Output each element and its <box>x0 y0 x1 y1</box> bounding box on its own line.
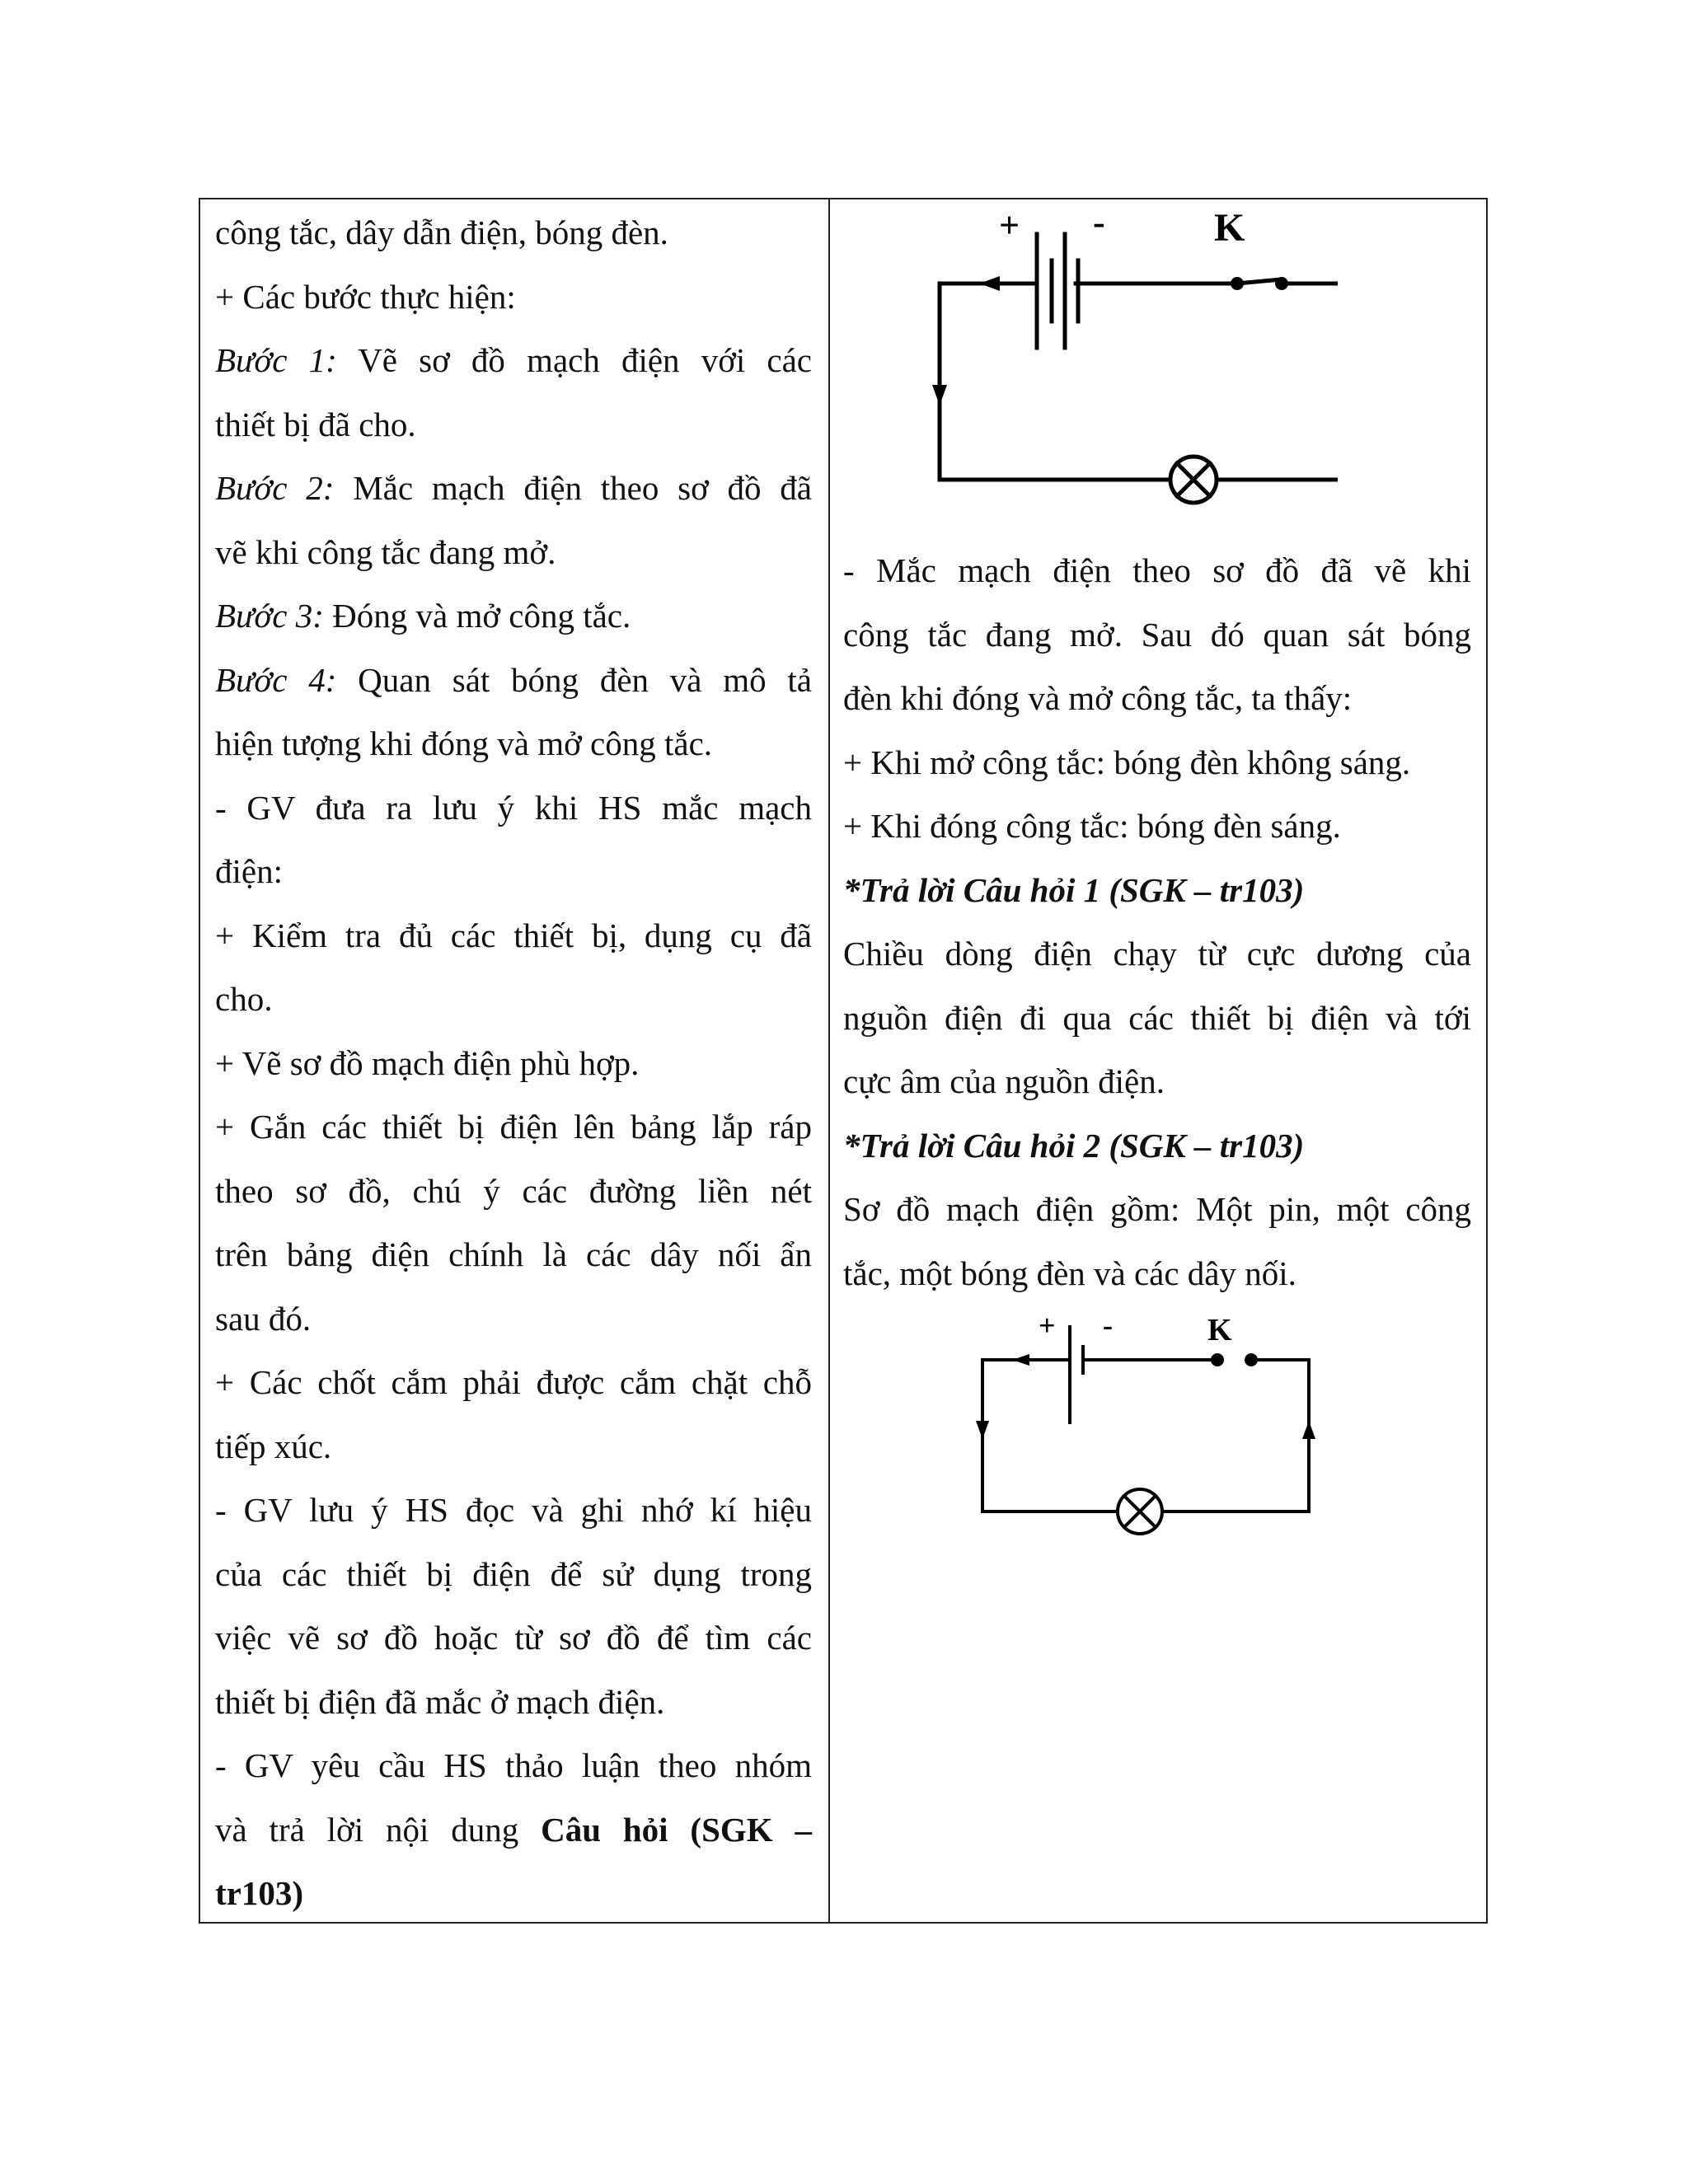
text-line: hiện tượng khi đóng và mở công tắc. <box>215 724 713 762</box>
text-line: sau đó. <box>215 1299 312 1338</box>
step-4-line <box>215 649 812 713</box>
content-table <box>199 198 1488 1924</box>
text-line: + Kiểm tra đủ các thiết bị, dụng cụ đã <box>215 916 812 954</box>
step-3-line <box>215 584 812 649</box>
step-1-label: Bước 1: <box>215 341 337 379</box>
answer-heading-1: *Trả lời Câu hỏi 1 (SGK – tr103) <box>843 870 1305 909</box>
circuit-diagram-small <box>843 1314 1338 1561</box>
step-1-line <box>215 329 812 393</box>
positive-terminal-label: + <box>1039 1314 1056 1342</box>
text-line: vẽ khi công tắc đang mở. <box>215 532 556 571</box>
switch-contact-dot <box>1245 1353 1258 1366</box>
current-arrow-icon <box>976 1421 989 1439</box>
positive-terminal-label: + <box>999 205 1020 246</box>
switch-label: K <box>1214 206 1245 250</box>
text-line: trên bảng điện chính là các dây nối ẩn <box>215 1235 812 1273</box>
negative-terminal-label: - <box>1093 202 1105 242</box>
question-reference: tr103) <box>215 1874 304 1912</box>
text-line: việc vẽ sơ đồ hoặc từ sơ đồ để tìm các <box>215 1619 812 1657</box>
question-reference: Câu hỏi (SGK – <box>541 1810 813 1849</box>
text-line: công tắc, dây dẫn điện, bóng đèn. <box>215 213 668 251</box>
text-line: cực âm của nguồn điện. <box>843 1062 1165 1100</box>
text-line: đèn khi đóng và mở công tắc, ta thấy: <box>843 679 1353 717</box>
step-3-text: Đóng và mở công tắc. <box>332 597 631 635</box>
switch-label: K <box>1207 1314 1232 1347</box>
text-line: Chiều dòng điện chạy từ cực dương của <box>843 935 1471 972</box>
negative-terminal-label: - <box>1103 1314 1113 1342</box>
step-4-label: Bước 4: <box>215 660 337 699</box>
current-arrow-icon <box>979 276 1000 291</box>
text-line: + Các chốt cắm phải được cắm chặt chỗ <box>215 1363 812 1401</box>
step-2-line <box>215 457 812 521</box>
text-line: + Khi đóng công tắc: bóng đèn sáng. <box>843 807 1341 845</box>
switch-contact-dot <box>1231 277 1244 290</box>
text-line <box>215 1798 812 1863</box>
step-2-label: Bước 2: <box>215 469 335 507</box>
text-line: nguồn điện đi qua các thiết bị điện và tới <box>843 998 1471 1037</box>
text-line: cho. <box>215 980 273 1018</box>
text-line: theo sơ đồ, chú ý các đường liền nét <box>215 1171 812 1210</box>
text-line: + Vẽ sơ đồ mạch điện phù hợp. <box>215 1043 640 1082</box>
teacher-activity-column <box>200 199 830 1922</box>
answer-heading-2: *Trả lời Câu hỏi 2 (SGK – tr103) <box>843 1126 1305 1165</box>
current-arrow-icon <box>932 385 947 405</box>
text-segment: và trả lời nội dung <box>215 1810 542 1849</box>
text-line: công tắc đang mở. Sau đó quan sát bóng <box>843 615 1471 654</box>
text-line: + Các bước thực hiện: <box>215 277 516 316</box>
text-line: - Mắc mạch điện theo sơ đồ đã vẽ khi <box>843 551 1471 589</box>
step-3-label: Bước 3: <box>215 597 324 635</box>
switch-contact-dot <box>1275 277 1288 290</box>
step-2-text: Mắc mạch điện theo sơ đồ đã <box>353 469 813 507</box>
circuit-diagram-large <box>843 199 1338 539</box>
text-line: + Gắn các thiết bị điện lên bảng lắp ráp <box>215 1108 812 1146</box>
current-arrow-icon <box>1302 1421 1315 1439</box>
step-1-text: Vẽ sơ đồ mạch điện với các <box>358 341 813 379</box>
text-line: - GV yêu cầu HS thảo luận theo nhóm <box>215 1746 812 1784</box>
student-product-column <box>830 199 1486 1922</box>
text-line: của các thiết bị điện để sử dụng trong <box>215 1554 812 1593</box>
current-arrow-icon <box>1012 1354 1029 1366</box>
text-line: thiết bị đã cho. <box>215 405 416 443</box>
switch-contact-dot <box>1211 1353 1224 1366</box>
text-line: thiết bị điện đã mắc ở mạch điện. <box>215 1682 665 1721</box>
text-line: tiếp xúc. <box>215 1427 332 1465</box>
text-line: + Khi mở công tắc: bóng đèn không sáng. <box>843 743 1411 781</box>
step-4-text: Quan sát bóng đèn và mô tả <box>358 660 812 699</box>
text-line: - GV đưa ra lưu ý khi HS mắc mạch <box>215 788 812 827</box>
text-line: - GV lưu ý HS đọc và ghi nhớ kí hiệu <box>215 1491 812 1529</box>
text-line: Sơ đồ mạch điện gồm: Một pin, một công <box>843 1190 1471 1228</box>
text-line: điện: <box>215 852 283 890</box>
text-line: tắc, một bóng đèn và các dây nối. <box>843 1254 1296 1292</box>
